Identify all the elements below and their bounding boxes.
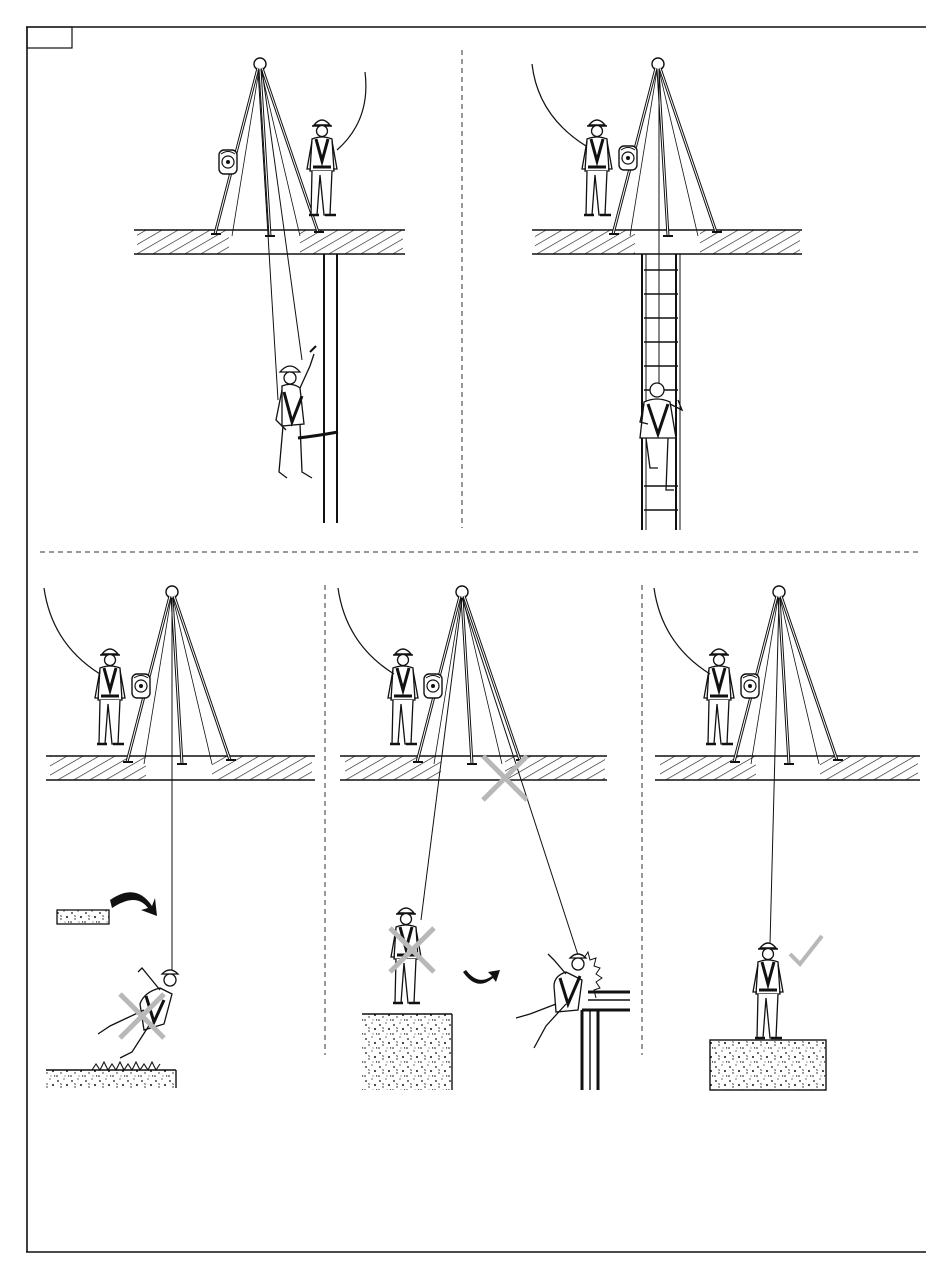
pole: [324, 254, 337, 523]
ground-block: [46, 1062, 176, 1088]
steel-beam: [582, 992, 630, 1090]
lanyard-line: [532, 64, 586, 146]
winch-icon: [741, 674, 759, 698]
attendant-worker-icon: [388, 649, 418, 744]
high-block: [362, 1014, 452, 1090]
lanyard-line: [337, 72, 366, 150]
rope-line: [770, 598, 779, 944]
attendant-worker-icon: [307, 120, 337, 215]
climbing-worker-icon: [276, 346, 338, 478]
winch-icon: [424, 674, 442, 698]
arrow-icon: [110, 892, 157, 916]
panel-vertical-anchor: [654, 586, 920, 1090]
standing-block: [710, 1040, 826, 1090]
winch-icon: [219, 150, 237, 174]
tripod-icon: [211, 58, 324, 236]
falling-block: [57, 910, 109, 924]
panel-falling-object: [44, 586, 315, 1088]
arrow-icon: [463, 970, 500, 984]
ground-slab: [340, 756, 607, 780]
panel-tripod-climb-pole: [134, 58, 405, 523]
attendant-worker-icon: [95, 649, 125, 744]
lanyard-line: [654, 588, 710, 674]
lanyard-line: [44, 588, 100, 674]
panel-tripod-ladder: [532, 58, 802, 530]
attendant-worker-icon: [704, 649, 734, 744]
panel-pendulum-swing: [338, 586, 630, 1090]
attendant-worker-icon: [582, 120, 612, 215]
lanyard-line: [338, 588, 394, 674]
standing-worker-icon: [753, 943, 783, 1038]
check-icon: [790, 936, 822, 964]
winch-icon: [132, 674, 150, 698]
winch-icon: [619, 146, 637, 170]
